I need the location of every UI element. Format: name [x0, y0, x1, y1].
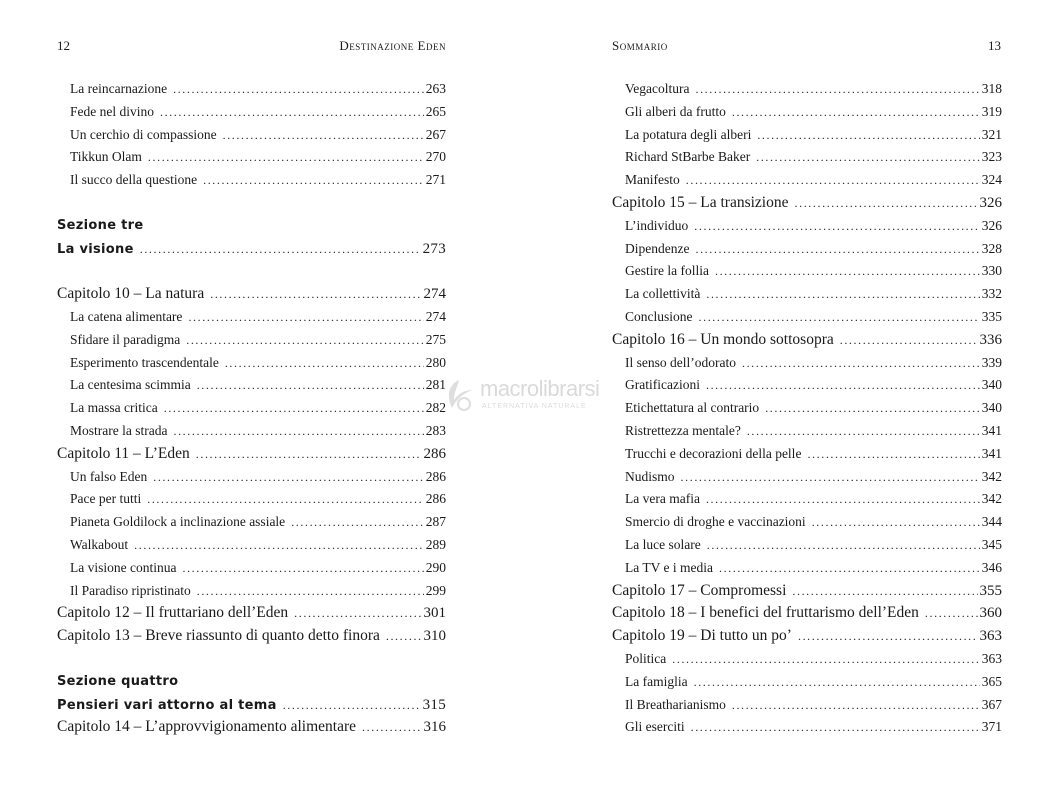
- toc-page-number: 326: [981, 217, 1002, 233]
- toc-entry-title: Capitolo 19 – Di tutto un po’: [612, 627, 792, 645]
- toc-entry-title: La reincarnazione: [70, 81, 168, 96]
- toc-spacer: [57, 192, 446, 215]
- toc-page-number: 345: [981, 536, 1002, 552]
- toc-entry-title: Pensieri vari attorno al tema: [57, 697, 277, 713]
- toc-subentry: [612, 101, 1002, 124]
- toc-entry-title: Fede nel divino: [70, 103, 154, 119]
- toc-page-number: 289: [425, 536, 446, 552]
- toc-dot-leader: [691, 716, 980, 739]
- toc-spacer: [57, 260, 446, 283]
- toc-page-number: 340: [981, 400, 1002, 416]
- toc-page-number: 286: [425, 491, 446, 507]
- toc-dot-leader: [742, 352, 980, 375]
- toc-page-number: 355: [979, 582, 1002, 599]
- toc-dot-leader: [706, 283, 979, 306]
- toc-section-heading: [57, 694, 446, 717]
- toc-page-number: 274: [425, 308, 446, 324]
- toc-page-number: 275: [425, 331, 446, 347]
- toc-dot-leader: [197, 374, 424, 397]
- toc-dot-leader: [196, 443, 422, 466]
- toc-subentry: [57, 169, 446, 192]
- toc-chapter-entry: [612, 625, 1002, 648]
- toc-dot-leader: [148, 146, 424, 169]
- toc-entry-title: Etichettatura al contrario: [625, 400, 760, 416]
- toc-dot-leader: [681, 466, 980, 489]
- toc-entry-title: Gli eserciti: [625, 719, 685, 735]
- toc-page-number: 273: [422, 240, 446, 257]
- toc-chapter-entry: [57, 716, 446, 739]
- toc-subentry: [57, 511, 446, 534]
- toc-dot-leader: [715, 260, 980, 283]
- toc-entry-title: La visione continua: [70, 559, 177, 575]
- toc-entry-title: Manifesto: [625, 172, 680, 188]
- toc-dot-leader: [225, 352, 424, 375]
- toc-dot-leader: [223, 124, 424, 147]
- toc-subentry: [612, 146, 1002, 169]
- toc-chapter-entry: [612, 329, 1002, 352]
- toc-page-number: 342: [981, 468, 1002, 484]
- toc-dot-leader: [756, 146, 980, 169]
- toc-entry-title: Sezione tre: [57, 217, 144, 233]
- toc-dot-leader: [291, 511, 424, 534]
- toc-page-number: 363: [979, 628, 1002, 645]
- toc-dot-leader: [186, 329, 424, 352]
- toc-dot-leader: [182, 557, 423, 580]
- toc-entry-title: Richard StBarbe Baker: [625, 149, 751, 165]
- toc-page-number: 267: [425, 126, 446, 142]
- toc-entry-title: Capitolo 10 – La natura: [57, 285, 205, 303]
- toc-entry-title: Capitolo 18 – I benefici del fruttarismo dell’Eden: [612, 604, 919, 622]
- toc-dot-leader: [747, 420, 980, 443]
- toc-subentry: [612, 215, 1002, 238]
- toc-dot-leader: [164, 397, 424, 420]
- toc-entry-title: Il senso dell’odorato: [625, 354, 736, 370]
- toc-dot-leader: [294, 602, 421, 625]
- running-head-right: Sommario: [612, 38, 668, 53]
- watermark: [440, 376, 630, 420]
- toc-dot-leader: [719, 557, 980, 580]
- toc-entry-title: Pace per tutti: [70, 491, 142, 507]
- toc-page-number: 271: [425, 172, 446, 188]
- toc-left: [57, 78, 446, 739]
- toc-dot-leader: [732, 101, 980, 124]
- toc-subentry: [612, 420, 1002, 443]
- toc-entry-title: Gestire la follia: [625, 263, 709, 279]
- toc-dot-leader: [706, 374, 980, 397]
- toc-dot-leader: [695, 78, 979, 101]
- toc-entry-title: Il succo della questione: [70, 172, 198, 188]
- toc-page-number: 346: [981, 559, 1002, 575]
- watermark-brand: macrolibrarsi: [480, 376, 600, 401]
- watermark-logo-icon: [442, 378, 476, 414]
- toc-entry-title: La TV e i media: [625, 559, 713, 575]
- toc-dot-leader: [283, 694, 421, 717]
- toc-dot-leader: [792, 580, 977, 603]
- toc-entry-title: Ristrettezza mentale?: [625, 422, 741, 438]
- toc-subentry: [612, 557, 1002, 580]
- toc-chapter-entry: [57, 443, 446, 466]
- toc-entry-title: La massa critica: [70, 400, 158, 416]
- toc-dot-leader: [386, 625, 422, 648]
- toc-subentry: [612, 671, 1002, 694]
- toc-page-number: 326: [979, 194, 1002, 211]
- toc-section-heading: [57, 215, 446, 238]
- toc-subentry: [57, 329, 446, 352]
- toc-subentry: [612, 443, 1002, 466]
- toc-subentry: [612, 283, 1002, 306]
- toc-entry-title: La visione: [57, 241, 134, 257]
- toc-section-heading: [57, 238, 446, 261]
- toc-subentry: [57, 352, 446, 375]
- toc-dot-leader: [925, 602, 978, 625]
- page-number-right: 13: [988, 38, 1001, 53]
- toc-dot-leader: [694, 671, 980, 694]
- toc-entry-title: Conclusione: [625, 308, 693, 324]
- toc-dot-leader: [686, 169, 980, 192]
- toc-page-number: 290: [425, 559, 446, 575]
- toc-page-number: 341: [981, 422, 1002, 438]
- toc-page-number: 286: [425, 468, 446, 484]
- toc-page-number: 335: [981, 308, 1002, 324]
- toc-page-number: 339: [981, 354, 1002, 370]
- toc-dot-leader: [210, 283, 421, 306]
- toc-spacer: [57, 648, 446, 671]
- toc-entry-title: Vegacoltura: [625, 81, 690, 96]
- toc-subentry: [612, 466, 1002, 489]
- toc-entry-title: La centesima scimmia: [70, 377, 191, 393]
- toc-page-number: 270: [425, 149, 446, 165]
- toc-page-number: 281: [425, 377, 446, 393]
- toc-dot-leader: [707, 534, 980, 557]
- toc-page-number: 360: [979, 605, 1002, 622]
- toc-chapter-entry: [57, 283, 446, 306]
- toc-dot-leader: [188, 306, 423, 329]
- toc-page-number: 283: [425, 422, 446, 438]
- page-number-left: 12: [57, 38, 70, 53]
- toc-entry-title: Dipendenze: [625, 240, 690, 256]
- toc-subentry: [57, 124, 446, 147]
- toc-dot-leader: [795, 192, 978, 215]
- toc-page-number: 321: [981, 126, 1002, 142]
- toc-entry-title: Capitolo 13 – Breve riassunto di quanto detto finora: [57, 627, 380, 645]
- toc-entry-title: La luce solare: [625, 536, 701, 552]
- toc-page-number: 330: [981, 263, 1002, 279]
- toc-page-number: 319: [981, 103, 1002, 119]
- toc-dot-leader: [197, 580, 424, 603]
- toc-dot-leader: [807, 443, 979, 466]
- toc-dot-leader: [765, 397, 980, 420]
- toc-entry-title: Gli alberi da frutto: [625, 103, 726, 119]
- toc-entry-title: Mostrare la strada: [70, 422, 168, 438]
- toc-chapter-entry: [57, 625, 446, 648]
- toc-dot-leader: [203, 169, 424, 192]
- toc-chapter-entry: [612, 580, 1002, 603]
- toc-page-number: 315: [422, 696, 446, 713]
- toc-entry-title: Il Paradiso ripristinato: [70, 582, 191, 598]
- toc-page-number: 367: [981, 696, 1002, 712]
- toc-subentry: [612, 124, 1002, 147]
- toc-entry-title: Un cerchio di compassione: [70, 126, 217, 142]
- toc-dot-leader: [134, 534, 424, 557]
- toc-page-number: 299: [425, 582, 446, 598]
- toc-subentry: [57, 306, 446, 329]
- toc-page-number: 363: [981, 650, 1002, 666]
- toc-dot-leader: [732, 694, 980, 717]
- toc-subentry: [57, 101, 446, 124]
- toc-subentry: [612, 694, 1002, 717]
- toc-entry-title: Pianeta Goldilock a inclinazione assiale: [70, 514, 286, 530]
- toc-dot-leader: [812, 511, 980, 534]
- toc-entry-title: La potatura degli alberi: [625, 126, 752, 142]
- toc-dot-leader: [153, 466, 424, 489]
- toc-subentry: [612, 260, 1002, 283]
- toc-entry-title: Politica: [625, 650, 667, 666]
- toc-entry-title: La famiglia: [625, 673, 688, 689]
- toc-entry-title: La catena alimentare: [70, 308, 183, 324]
- toc-subentry: [57, 146, 446, 169]
- toc-entry-title: Trucchi e decorazioni della pelle: [625, 445, 802, 461]
- toc-chapter-entry: [612, 192, 1002, 215]
- toc-entry-title: Capitolo 15 – La transizione: [612, 193, 789, 211]
- toc-subentry: [612, 648, 1002, 671]
- toc-subentry: [612, 397, 1002, 420]
- toc-subentry: [57, 78, 446, 101]
- toc-entry-title: Sezione quattro: [57, 673, 179, 689]
- toc-subentry: [57, 374, 446, 397]
- toc-section-heading: [57, 671, 446, 694]
- toc-subentry: [612, 78, 1002, 101]
- toc-page-number: 323: [981, 149, 1002, 165]
- toc-page-number: 340: [981, 377, 1002, 393]
- toc-dot-leader: [694, 215, 979, 238]
- toc-page-number: 287: [425, 514, 446, 530]
- toc-right: [612, 78, 1002, 739]
- toc-page-number: 365: [981, 673, 1002, 689]
- toc-dot-leader: [147, 488, 424, 511]
- toc-chapter-entry: [57, 602, 446, 625]
- toc-page-number: 324: [981, 172, 1002, 188]
- toc-entry-title: La collettività: [625, 286, 701, 302]
- toc-subentry: [57, 534, 446, 557]
- watermark-tagline: ALTERNATIVA NATURALE: [482, 403, 587, 410]
- toc-entry-title: Capitolo 12 – Il fruttariano dell’Eden: [57, 604, 289, 622]
- toc-entry-title: Capitolo 17 – Compromessi: [612, 581, 787, 599]
- toc-dot-leader: [140, 238, 421, 261]
- toc-entry-title: Capitolo 16 – Un mondo sottosopra: [612, 330, 834, 348]
- toc-dot-leader: [757, 124, 979, 147]
- toc-entry-title: Sfidare il paradigma: [70, 331, 181, 347]
- toc-entry-title: Capitolo 11 – L’Eden: [57, 444, 190, 462]
- toc-entry-title: L’individuo: [625, 217, 689, 233]
- toc-subentry: [57, 557, 446, 580]
- toc-subentry: [612, 716, 1002, 739]
- toc-entry-title: Un falso Eden: [70, 468, 148, 484]
- toc-subentry: [57, 420, 446, 443]
- toc-dot-leader: [173, 78, 424, 101]
- toc-chapter-entry: [612, 602, 1002, 625]
- toc-subentry: [612, 352, 1002, 375]
- toc-entry-title: Tikkun Olam: [70, 149, 142, 165]
- toc-entry-title: Capitolo 14 – L’approvvigionamento alimentare: [57, 718, 357, 736]
- toc-dot-leader: [160, 101, 424, 124]
- toc-page-number: 282: [425, 400, 446, 416]
- toc-subentry: [612, 306, 1002, 329]
- toc-page-number: 301: [423, 605, 446, 622]
- toc-dot-leader: [798, 625, 978, 648]
- toc-entry-title: La vera mafia: [625, 491, 700, 507]
- toc-entry-title: Walkabout: [70, 536, 129, 552]
- toc-subentry: [612, 238, 1002, 261]
- toc-page-number: 265: [425, 103, 446, 119]
- toc-subentry: [612, 374, 1002, 397]
- toc-entry-title: Esperimento trascendentale: [70, 354, 219, 370]
- toc-dot-leader: [672, 648, 980, 671]
- toc-entry-title: Nudismo: [625, 468, 675, 484]
- toc-page-number: 328: [981, 240, 1002, 256]
- toc-subentry: [612, 169, 1002, 192]
- toc-page-number: 332: [981, 286, 1002, 302]
- toc-subentry: [612, 488, 1002, 511]
- toc-subentry: [57, 580, 446, 603]
- toc-page-number: 371: [981, 719, 1002, 735]
- toc-page-number: 344: [981, 514, 1002, 530]
- toc-dot-leader: [706, 488, 980, 511]
- running-head-left: Destinazione Eden: [339, 38, 446, 53]
- toc-page-number: 341: [981, 445, 1002, 461]
- toc-page-number: 316: [423, 719, 446, 736]
- toc-page-number: 336: [979, 331, 1002, 348]
- toc-page-number: 263: [425, 81, 446, 96]
- toc-subentry: [57, 466, 446, 489]
- toc-entry-title: Gratificazioni: [625, 377, 700, 393]
- toc-page-number: 310: [423, 628, 446, 645]
- toc-page-number: 274: [423, 286, 446, 303]
- toc-dot-leader: [362, 716, 421, 739]
- toc-entry-title: Smercio di droghe e vaccinazioni: [625, 514, 806, 530]
- toc-subentry: [612, 534, 1002, 557]
- toc-dot-leader: [695, 238, 979, 261]
- toc-page-number: 286: [423, 445, 446, 462]
- toc-page-number: 280: [425, 354, 446, 370]
- toc-entry-title: Il Breatharianismo: [625, 696, 726, 712]
- toc-dot-leader: [699, 306, 980, 329]
- toc-page-number: 342: [981, 491, 1002, 507]
- toc-dot-leader: [173, 420, 423, 443]
- toc-subentry: [57, 397, 446, 420]
- toc-dot-leader: [840, 329, 978, 352]
- toc-page-number: 318: [981, 81, 1002, 96]
- toc-subentry: [57, 488, 446, 511]
- toc-subentry: [612, 511, 1002, 534]
